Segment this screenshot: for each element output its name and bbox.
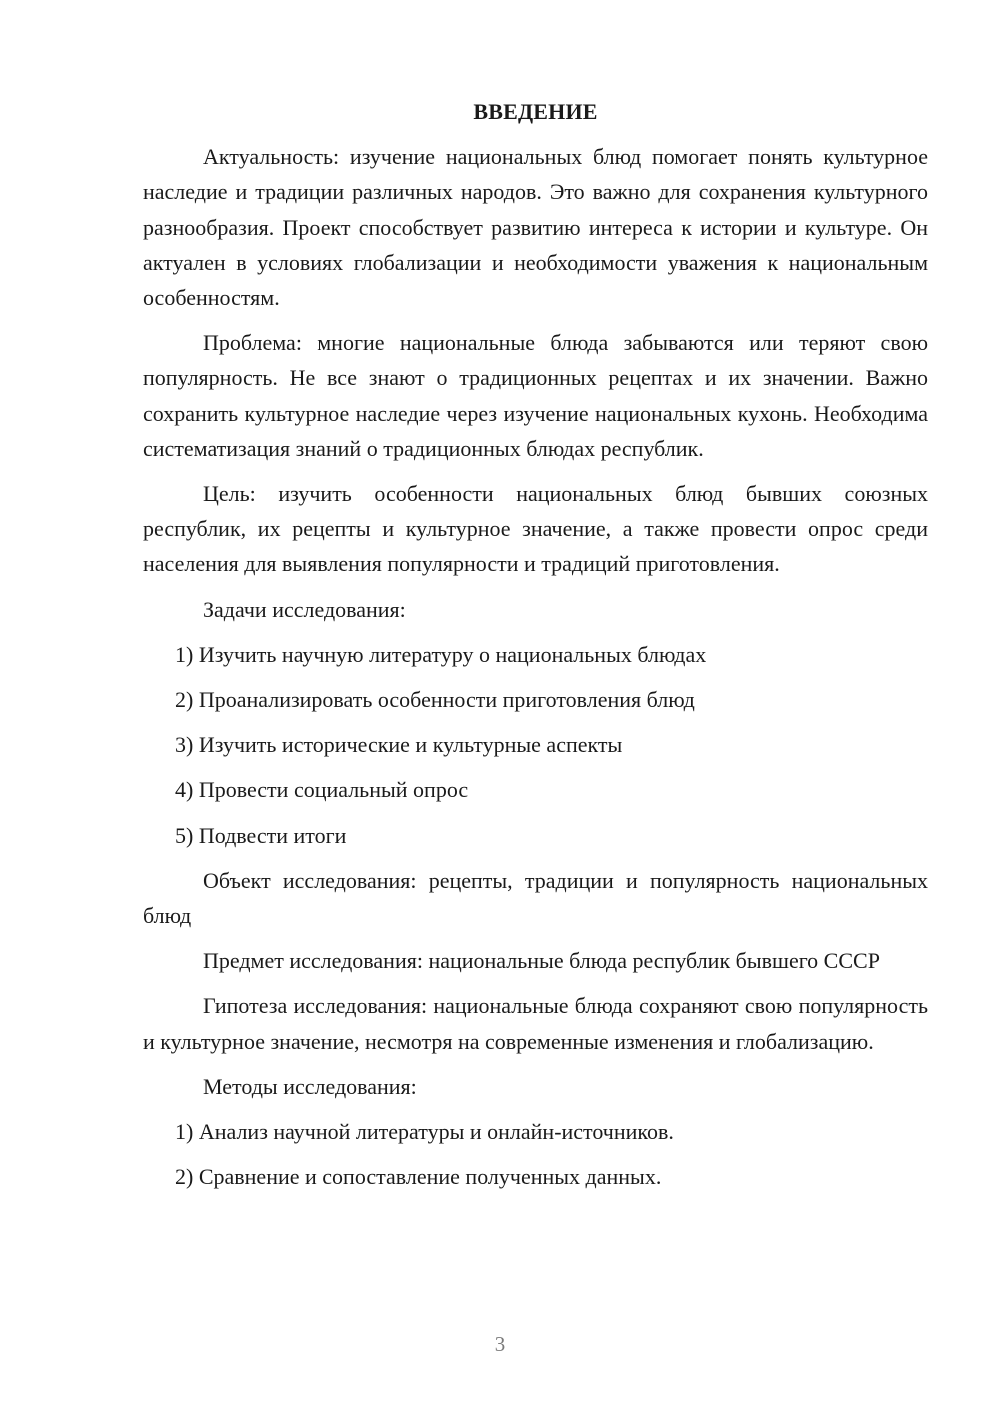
section-title: ВВЕДЕНИЕ (473, 99, 598, 124)
document-page (143, 94, 928, 1204)
relevance-paragraph: Актуальность: изучение национальных блюд помогает понять культурное наследие и традиции различных народов. Это важно для сохранения культурного разнообразия. Проект способствует развитию интереса к истории и культуре. Он актуален в условиях глобализации и необходимости уважения к национальным особенностям. (143, 144, 928, 311)
task-item-3: 3) Изучить исторические и культурные аспекты (175, 732, 623, 758)
page-number: 3 (494, 1332, 506, 1356)
method-item-1: 1) Анализ научной литературы и онлайн-источников. (175, 1119, 674, 1145)
task-item-2: 2) Проанализировать особенности приготовления блюд (175, 687, 695, 713)
task-item-4: 4) Провести социальный опрос (175, 777, 469, 803)
tasks-heading: Задачи исследования: (203, 596, 406, 622)
hypothesis-paragraph: Гипотеза исследования: национальные блюда сохраняют свою популярность и культурное значение, несмотря на современные изменения и глобализацию. (143, 993, 928, 1054)
task-item-1: 1) Изучить научную литературу о национальных блюдах (175, 641, 707, 667)
task-item-5: 5) Подвести итоги (175, 822, 347, 848)
object-paragraph: Объект исследования: рецепты, традиции и популярность национальных блюд (143, 867, 928, 929)
goal-paragraph: Цель: изучить особенности национальных блюд бывших союзных республик, их рецепты и культурное значение, а также провести опрос среди населения для выявления популярности и традиций приготовления. (143, 481, 928, 577)
method-item-2: 2) Сравнение и сопоставление полученных данных. (175, 1164, 662, 1190)
subject-paragraph: Предмет исследования: национальные блюда республик бывшего СССР (203, 948, 880, 974)
methods-heading: Методы исследования: (203, 1073, 417, 1099)
problem-paragraph: Проблема: многие национальные блюда забываются или теряют свою популярность. Не все знают о традиционных рецептах и их значении. Важно сохранить культурное наследие через изучение национальных кухонь. Необходима систематизация знаний о традиционных блюдах республик. (143, 330, 928, 461)
